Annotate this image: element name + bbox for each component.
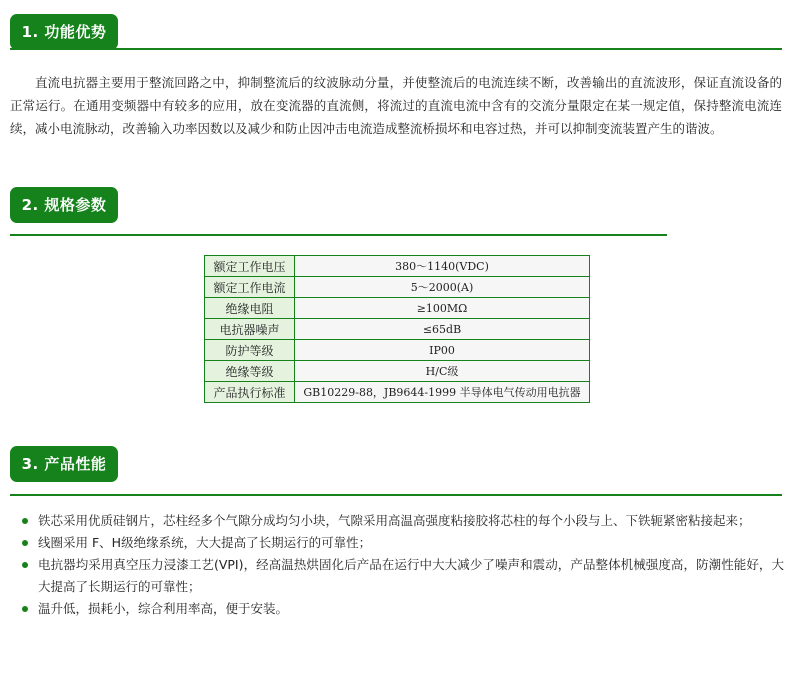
spec-label: 电抗器噪声 (205, 319, 295, 340)
table-row (205, 277, 590, 298)
table-row (205, 382, 590, 403)
bullet-icon (22, 606, 28, 612)
feature-text: 温升低，损耗小，综合利用率高，便于安装。 (38, 601, 289, 616)
spec-label: 额定工作电压 (205, 256, 295, 277)
spec-value: IP00 (295, 340, 590, 361)
spec-value: ≤65dB (295, 319, 590, 340)
feature-text: 电抗器均采用真空压力浸漆工艺(VPI)，经高温热烘固化后产品在运行中大大减少了噪声和震动，产品整体机械强度高，防潮性能好，大大提高了长期运行的可靠性； (38, 557, 784, 594)
spec-table (204, 255, 590, 403)
feature-text: 线圈采用 F、H级绝缘系统，大大提高了长期运行的可靠性； (38, 535, 372, 550)
bullet-icon (22, 518, 28, 524)
spec-value: H/C级 (295, 361, 590, 382)
section-title-performance: 3. 产品性能 (10, 446, 118, 482)
spec-value: ≥100MΩ (295, 298, 590, 319)
table-row (205, 319, 590, 340)
spec-label: 绝缘等级 (205, 361, 295, 382)
section-divider (10, 234, 667, 236)
table-row (205, 361, 590, 382)
spec-value: 380～1140(VDC) (295, 256, 590, 277)
list-item (16, 554, 784, 598)
table-row (205, 340, 590, 361)
table-row (205, 298, 590, 319)
spec-label: 额定工作电流 (205, 277, 295, 298)
advantages-paragraph: 直流电抗器主要用于整流回路之中，抑制整流后的纹波脉动分量，并使整流后的电流连续不断，改善输出的直流波形，保证直流设备的正常运行。在通用变频器中有较多的应用，放在变流器的直流侧，将流过的直流电流中含有的交流分量限定在某一规定值，保持整流电流连续，减小电流脉动，改善输入功率因数以及减少和防止因冲击电流造成整流桥损坏和电容过热，并可以抑制变流装置产生的谐波。 (10, 75, 782, 136)
bullet-icon (22, 562, 28, 568)
section-title-specs: 2. 规格参数 (10, 187, 118, 223)
section-divider (10, 494, 782, 496)
list-item (16, 532, 784, 554)
section-divider (10, 48, 782, 50)
spec-value: GB10229-88，JB9644-1999 半导体电气传动用电抗器 (295, 382, 590, 403)
spec-value: 5～2000(A) (295, 277, 590, 298)
list-item (16, 510, 784, 532)
bullet-icon (22, 540, 28, 546)
spec-label: 绝缘电阻 (205, 298, 295, 319)
feature-text: 铁芯采用优质硅钢片，芯柱经多个气隙分成均匀小块，气隙采用高温高强度粘接胶将芯柱的每个小段与上、下铁轭紧密粘接起来； (38, 513, 751, 528)
feature-list (16, 510, 784, 620)
table-row (205, 256, 590, 277)
section-title-advantages: 1. 功能优势 (10, 14, 118, 50)
spec-label: 防护等级 (205, 340, 295, 361)
list-item (16, 598, 784, 620)
spec-label: 产品执行标准 (205, 382, 295, 403)
